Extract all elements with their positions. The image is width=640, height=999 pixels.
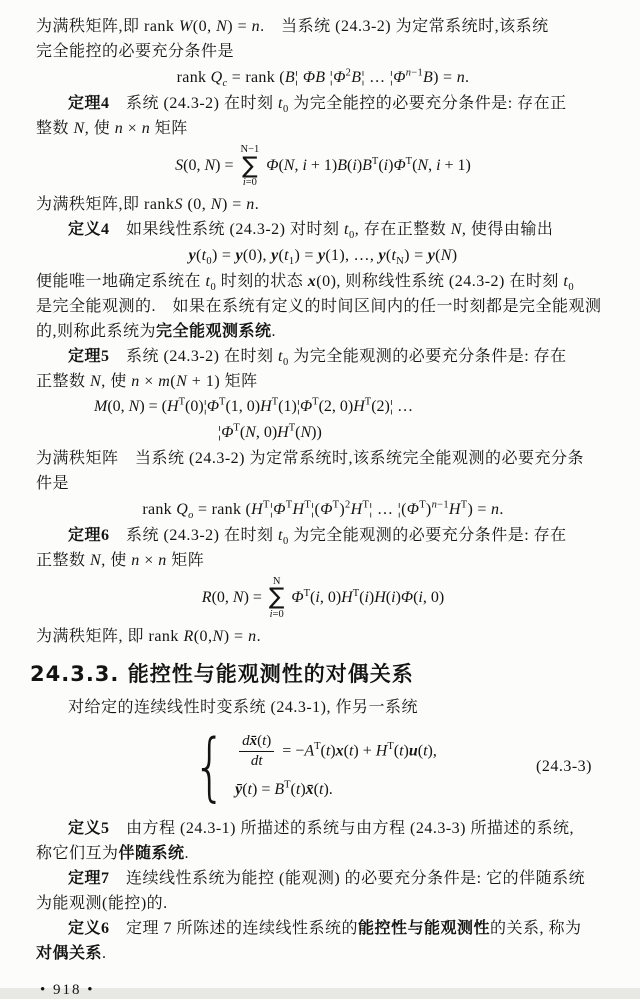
formula-m-line1: M(0, $N) = (H^T(0)¦\Phi^T(1$, $0)H^T(1)¦\Phi^T(2$, $0)H^T(2)¦$ … bbox=[94, 396, 414, 415]
text-line: 称它们互为伴随系统. bbox=[36, 844, 190, 862]
text-line: 为满秩矩阵, 即 rank R(0,N) = n. bbox=[36, 627, 262, 645]
theorem-6-line: 定理6 系统 (24.3-2) 在时刻 $t_0$ 为完全能观测的必要充分条件是: 存在 bbox=[68, 526, 567, 548]
equation-number: (24.3-3) bbox=[536, 757, 592, 775]
text-line: 为满秩矩阵,即 rankS (0, N) = n. bbox=[36, 195, 260, 213]
text-line: 完全能控的必要充分条件是 bbox=[36, 43, 235, 60]
text-line: 是完全能观测的. 如果在系统有定义的时间区间内的任一时刻都是完全能观测 bbox=[36, 297, 602, 315]
formula-y-sequence: $y(t_0) = y(0)$, $y(t_1) = y(1)$, …, $y(t_N) = y(N)$ bbox=[188, 246, 458, 268]
text-line: 对给定的连续线性时变系统 (24.3-1), 作另一系统 bbox=[68, 698, 418, 716]
definition-4-line: 定义4 如果线性系统 (24.3-2) 对时刻 $t_0$, 存在正整数 N, 使得由输出 bbox=[68, 220, 554, 242]
page-number: • 918 • bbox=[40, 981, 95, 998]
equation-system-24-3-3 bbox=[36, 724, 610, 810]
text-line: 的,则称此系统为完全能观测系统. bbox=[36, 322, 277, 340]
theorem-7-line: 定理7 连续线性系统为能控 (能观测) 的必要充分条件是: 它的伴随系统 bbox=[68, 869, 586, 887]
formula-rank-qo: rank $Q_o$ = rank ($H^T¦\Phi^TH^T¦(\Phi^T)^2H^T¦$ … $¦(\Phi^T)^{n-1}H^T) = n$. bbox=[142, 499, 504, 522]
text-line: 整数 N, 使 n × n 矩阵 bbox=[36, 120, 188, 137]
text-line: 正整数 N, 使 n × n 矩阵 bbox=[36, 551, 205, 569]
theorem-5-line: 定理5 系统 (24.3-2) 在时刻 $t_0$ 为完全能观测的必要充分条件是: 存在 bbox=[68, 347, 567, 369]
text-line: 正整数 N, 使 n × m(N + 1) 矩阵 bbox=[36, 372, 258, 390]
text-line: 便能唯一地确定系统在 $t_0$ 时刻的状态 x(0), 则称线性系统 (24.3-2) 在时刻 $t_0$ bbox=[36, 272, 575, 294]
formula-s: S(0, N) = N−1 ∑ i=0 Φ(N, $i + 1)B(i)B^T(i)\Phi^T(N$, i + 1) bbox=[175, 144, 471, 189]
left-brace: { bbox=[193, 723, 227, 810]
system-equations bbox=[235, 733, 437, 801]
formula-m-line2: $¦\Phi^T(N$, $0)H^T(N)$) bbox=[218, 422, 322, 441]
text-line: 对偶关系. bbox=[36, 944, 107, 962]
formula-r: R(0, N) = N ∑ i=0 $\Phi^T(i$, $0)H^T(i)H(i)\Phi(i$, 0) bbox=[201, 575, 445, 621]
theorem-4-line: 定理4 系统 (24.3-2) 在时刻 $t_0$ 为完全能控的必要充分条件是: 存在正 bbox=[68, 95, 567, 116]
section-heading: 24.3.3. 能控性与能观测性的对偶关系 bbox=[30, 661, 414, 686]
definition-6-line: 定义6 定理 7 所陈述的连续线性系统的能控性与能观测性的关系, 称为 bbox=[68, 919, 582, 937]
text-line: 为满秩矩阵,即 rank W(0, N) = n. 当系统 (24.3-2) 为定常系统时,该系统 bbox=[36, 18, 549, 35]
state-equation: $\frac{dx̄(t)}{dt}$ = $-A^T(t)x(t) + H^T(t)u(t)$, bbox=[235, 733, 437, 771]
text-line: 为能观测(能控)的. bbox=[36, 894, 168, 912]
formula-rank-qc: rank $Q_c$ = rank (B¦ ΦB $¦\Phi^2B¦$ … $¦\Phi^{n-1}B) = n$. bbox=[176, 67, 470, 90]
definition-5-line: 定义5 由方程 (24.3-1) 所描述的系统与由方程 (24.3-3) 所描述的系统, bbox=[68, 819, 574, 837]
text-line: 件是 bbox=[36, 474, 70, 492]
output-equation: ȳ(t) = $B^T(t)x̄(t)$. bbox=[235, 779, 333, 798]
text-line: 为满秩矩阵 当系统 (24.3-2) 为定常系统时,该系统完全能观测的必要充分条 bbox=[36, 449, 584, 467]
